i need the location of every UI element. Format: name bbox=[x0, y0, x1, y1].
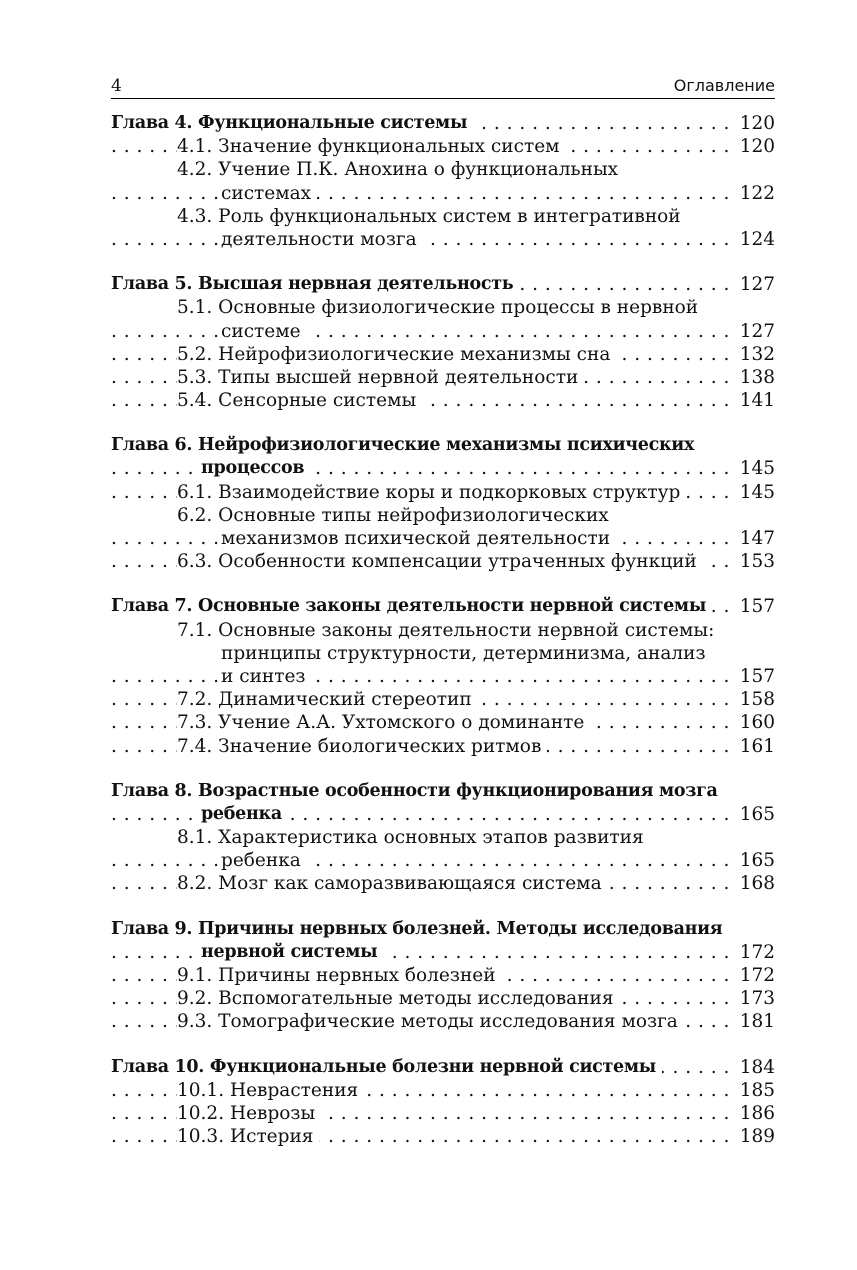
toc-entry-text: . . . 4.1. Значение функциональных систем bbox=[177, 135, 566, 158]
toc-chapter bbox=[111, 112, 775, 251]
toc-entry-text: Глава 6. Нейрофизиологические механизмы психических bbox=[111, 434, 700, 457]
toc-entry-text: Глава 9. Причины нервных болезней. Методы исследования bbox=[111, 918, 728, 941]
toc-entry-text: . . . ребенка bbox=[201, 803, 288, 826]
toc-page-number: 138 bbox=[734, 366, 775, 389]
toc-section-line[interactable] bbox=[111, 182, 775, 205]
toc-section-line[interactable] bbox=[111, 1125, 775, 1148]
toc-entry-text: . . . 5.3. Типы высшей нервной деятельности bbox=[177, 366, 584, 389]
toc-page-number: 157 bbox=[734, 665, 775, 688]
toc-page-number: 186 bbox=[734, 1102, 775, 1125]
table-of-contents bbox=[111, 112, 775, 1148]
toc-section-line[interactable] bbox=[111, 135, 775, 158]
toc-entry-text: . . . деятельности мозга bbox=[221, 228, 423, 251]
toc-chapter-line[interactable] bbox=[111, 803, 775, 826]
toc-section-line[interactable] bbox=[111, 389, 775, 412]
toc-entry-text: . . . 10.3. Истерия bbox=[177, 1125, 319, 1148]
toc-page-number: 181 bbox=[734, 1010, 775, 1033]
toc-section-line[interactable] bbox=[111, 849, 775, 872]
toc-entry-text: . . . 10.2. Неврозы bbox=[177, 1102, 321, 1125]
toc-chapter bbox=[111, 1056, 775, 1149]
running-title: Оглавление bbox=[673, 76, 775, 95]
toc-page-number: 160 bbox=[734, 711, 775, 734]
toc-section-line[interactable] bbox=[111, 504, 775, 527]
toc-entry-text: 5.1. Основные физиологические процессы в нервной bbox=[177, 296, 704, 319]
toc-chapter-line[interactable] bbox=[111, 434, 775, 457]
toc-section-line[interactable] bbox=[111, 872, 775, 895]
toc-chapter-line[interactable] bbox=[111, 457, 775, 480]
toc-section-line[interactable] bbox=[111, 527, 775, 550]
toc-page-number: 189 bbox=[734, 1125, 775, 1148]
toc-page-number: 172 bbox=[734, 941, 775, 964]
toc-section-line[interactable] bbox=[111, 688, 775, 711]
toc-entry-text: 8.1. Характеристика основных этапов развития bbox=[177, 826, 650, 849]
toc-page-number: 122 bbox=[734, 182, 775, 205]
toc-page-number: 173 bbox=[734, 987, 775, 1010]
toc-chapter bbox=[111, 434, 775, 573]
toc-entry-text: . . . 7.3. Учение А.А. Ухтомского о доминанте bbox=[177, 711, 590, 734]
toc-chapter-line[interactable] bbox=[111, 112, 775, 135]
toc-section-line[interactable] bbox=[111, 343, 775, 366]
toc-chapter bbox=[111, 918, 775, 1034]
toc-entry-text: . . . 5.2. Нейрофизиологические механизмы сна bbox=[177, 343, 616, 366]
toc-section-line[interactable] bbox=[111, 366, 775, 389]
toc-entry-text: 7.1. Основные законы деятельности нервной системы: bbox=[177, 619, 720, 642]
toc-page-number: 157 bbox=[734, 595, 775, 618]
toc-entry-text: . . . ребенка bbox=[221, 849, 307, 872]
toc-chapter-line[interactable] bbox=[111, 1056, 775, 1079]
toc-page-number: 120 bbox=[734, 135, 775, 158]
toc-page-number: 127 bbox=[734, 273, 775, 296]
toc-page-number: 185 bbox=[734, 1079, 775, 1102]
toc-chapter-line[interactable] bbox=[111, 780, 775, 803]
toc-section-line[interactable] bbox=[111, 1079, 775, 1102]
toc-page-number: 165 bbox=[734, 849, 775, 872]
toc-entry-text: 4.3. Роль функциональных систем в интегративной bbox=[177, 205, 687, 228]
toc-entry-text: . . . 7.2. Динамический стереотип bbox=[177, 688, 478, 711]
toc-entry-text: . . . 6.3. Особенности компенсации утраченных функций bbox=[177, 550, 703, 573]
toc-section-line[interactable] bbox=[111, 205, 775, 228]
toc-section-line[interactable] bbox=[111, 550, 775, 573]
toc-entry-text: принципы структурности, детерминизма, анализ bbox=[221, 642, 712, 665]
toc-entry-text: . . . и синтез bbox=[221, 665, 312, 688]
toc-section-line[interactable] bbox=[111, 619, 775, 642]
toc-section-line[interactable] bbox=[111, 665, 775, 688]
toc-page-number: 124 bbox=[734, 228, 775, 251]
toc-entry-text: . . . Глава 4. Функциональные системы bbox=[111, 112, 473, 135]
toc-chapter-line[interactable] bbox=[111, 595, 775, 618]
toc-entry-text: . . . системах bbox=[221, 182, 317, 205]
toc-page-number: 165 bbox=[734, 803, 775, 826]
toc-entry-text: 6.2. Основные типы нейрофизиологических bbox=[177, 504, 615, 527]
toc-entry-text: . . . 8.2. Мозг как саморазвивающаяся система bbox=[177, 872, 608, 895]
toc-page-number: 145 bbox=[734, 481, 775, 504]
toc-page-number: 168 bbox=[734, 872, 775, 895]
toc-section-line[interactable] bbox=[111, 296, 775, 319]
toc-section-line[interactable] bbox=[111, 964, 775, 987]
toc-chapter-line[interactable] bbox=[111, 273, 775, 296]
toc-section-line[interactable] bbox=[111, 711, 775, 734]
page-number: 4 bbox=[111, 76, 122, 96]
toc-chapter bbox=[111, 780, 775, 896]
toc-chapter-line[interactable] bbox=[111, 918, 775, 941]
toc-entry-text: . . . 10.1. Неврастения bbox=[177, 1079, 364, 1102]
toc-page-number: 132 bbox=[734, 343, 775, 366]
toc-section-line[interactable] bbox=[111, 1010, 775, 1033]
toc-chapter bbox=[111, 273, 775, 412]
toc-page-number: 184 bbox=[734, 1056, 775, 1079]
running-head bbox=[111, 68, 775, 98]
toc-entry-text: . . . 9.2. Вспомогательные методы исследования bbox=[177, 987, 620, 1010]
toc-entry-text: . . . 6.1. Взаимодействие коры и подкорковых структур bbox=[177, 481, 686, 504]
toc-section-line[interactable] bbox=[111, 735, 775, 758]
toc-page-number: 141 bbox=[734, 389, 775, 412]
toc-entry-text: . . . 5.4. Сенсорные системы bbox=[177, 389, 422, 412]
toc-section-line[interactable] bbox=[111, 481, 775, 504]
toc-page-number: 153 bbox=[734, 550, 775, 573]
toc-section-line[interactable] bbox=[111, 642, 775, 665]
toc-page-number: 172 bbox=[734, 964, 775, 987]
toc-section-line[interactable] bbox=[111, 1102, 775, 1125]
toc-chapter-line[interactable] bbox=[111, 941, 775, 964]
toc-entry-text: . . . системе bbox=[221, 320, 307, 343]
toc-entry-text: 4.2. Учение П.К. Анохина о функциональных bbox=[177, 158, 624, 181]
toc-section-line[interactable] bbox=[111, 826, 775, 849]
toc-entry-text: . . . Глава 7. Основные законы деятельности нервной системы bbox=[111, 595, 712, 618]
toc-entry-text: . . . 9.1. Причины нервных болезней bbox=[177, 964, 502, 987]
toc-entry-text: . . . процессов bbox=[201, 457, 310, 480]
toc-chapter bbox=[111, 595, 775, 757]
toc-page-number: 161 bbox=[734, 735, 775, 758]
toc-section-line[interactable] bbox=[111, 228, 775, 251]
header-rule bbox=[111, 98, 775, 99]
toc-page-number: 147 bbox=[734, 527, 775, 550]
toc-section-line[interactable] bbox=[111, 987, 775, 1010]
toc-section-line[interactable] bbox=[111, 158, 775, 181]
toc-page-number: 145 bbox=[734, 457, 775, 480]
toc-entry-text: . . . механизмов психической деятельности bbox=[221, 527, 616, 550]
toc-entry-text: . . . Глава 10. Функциональные болезни нервной системы bbox=[111, 1056, 662, 1079]
toc-entry-text: . . . нервной системы bbox=[201, 941, 383, 964]
toc-entry-text: Глава 8. Возрастные особенности функционирования мозга bbox=[111, 780, 724, 803]
toc-entry-text: . . . Глава 5. Высшая нервная деятельность bbox=[111, 273, 519, 296]
toc-page-number: 158 bbox=[734, 688, 775, 711]
toc-page-number: 127 bbox=[734, 320, 775, 343]
toc-entry-text: . . . 7.4. Значение биологических ритмов bbox=[177, 735, 547, 758]
toc-entry-text: . . . 9.3. Томографические методы исследования мозга bbox=[177, 1010, 684, 1033]
toc-section-line[interactable] bbox=[111, 320, 775, 343]
toc-page-number: 120 bbox=[734, 112, 775, 135]
page bbox=[111, 68, 775, 1170]
